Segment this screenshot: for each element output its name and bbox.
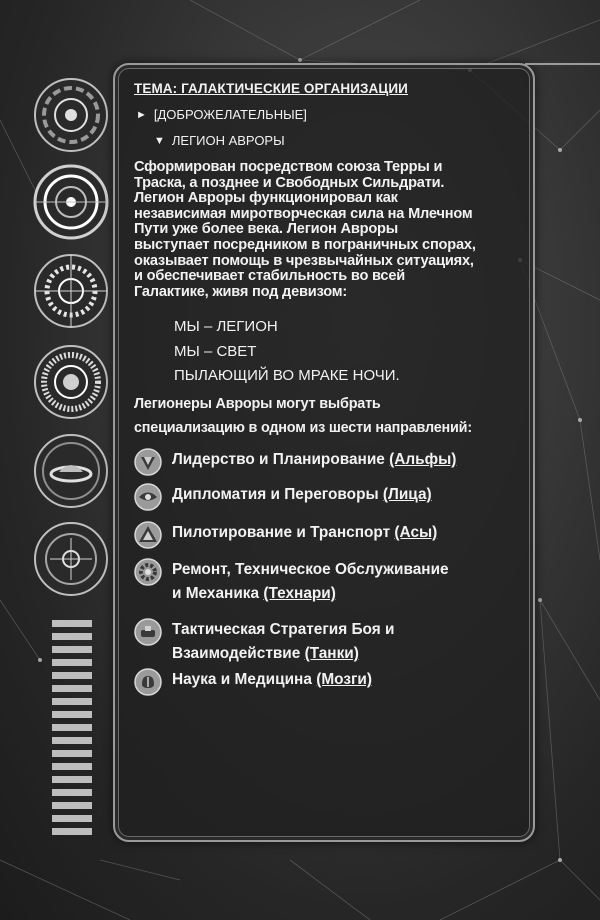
spec-item-face <box>134 483 512 511</box>
face-emblem-icon <box>134 483 162 511</box>
collapsed-arrow-icon: ► <box>136 108 147 121</box>
description-line: Траска, а позднее и Свободных Сильдрати. <box>134 174 445 191</box>
tree-node-category[interactable] <box>136 107 307 122</box>
spec-item-ace <box>134 521 512 549</box>
spec-nickname: (Мозги) <box>316 671 372 688</box>
spec-nickname: (Альфы) <box>389 451 457 468</box>
ace-emblem-icon <box>134 521 162 549</box>
spec-nickname: (Технари) <box>263 585 336 602</box>
description-line: Сформирован посредством союза Терры и <box>134 159 443 175</box>
description-line: выступает посредником в пограничных спорах, <box>134 236 476 253</box>
spec-nickname: (Асы) <box>394 524 438 541</box>
spec-item-tank <box>134 618 512 666</box>
panel-notch <box>525 63 600 87</box>
description-line: независимая миротворческая сила на Млечном <box>134 205 473 222</box>
hud-scanner-icon <box>32 343 110 421</box>
spec-label: Взаимодействие <box>172 645 305 662</box>
brain-emblem-icon <box>134 668 162 696</box>
spec-label: и Механика <box>172 585 264 602</box>
hud-sidebar <box>0 0 120 920</box>
topic-title: ТЕМА: ГАЛАКТИЧЕСКИЕ ОРГАНИЗАЦИИ <box>134 81 408 96</box>
spec-item-alpha <box>134 448 512 476</box>
expanded-arrow-icon: ▼ <box>154 134 165 147</box>
topic-heading <box>134 80 408 98</box>
spec-item-brain <box>134 668 512 696</box>
description-line: Пути уже более века. Легион Авроры <box>134 221 399 238</box>
tank-emblem-icon <box>134 618 162 646</box>
intro-line: специализацию в одном из шести направлений: <box>134 420 472 436</box>
intro-line: Легионеры Авроры могут выбрать <box>134 396 381 412</box>
description-line: оказывает помощь в чрезвычайных ситуациях, <box>134 252 474 269</box>
hud-compass-icon <box>32 520 110 598</box>
spec-label: Ремонт, Техническое Обслуживание <box>172 561 449 578</box>
spec-label: Дипломатия и Переговоры <box>172 486 383 503</box>
entry-label: ЛЕГИОН АВРОРЫ <box>171 133 285 148</box>
spec-nickname: (Лица) <box>382 486 432 503</box>
alpha-emblem-icon <box>134 448 162 476</box>
spec-label: Наука и Медицина <box>172 671 317 688</box>
motto-line: МЫ – ЛЕГИОН <box>174 318 278 335</box>
hud-radar-icon <box>32 163 110 241</box>
motto-line: ПЫЛАЮЩИЙ ВО МРАКЕ НОЧИ. <box>174 367 400 384</box>
description-line: Галактике, живя под девизом: <box>134 283 348 300</box>
description-line: и обеспечивает стабильность во всей <box>134 268 406 285</box>
hud-target-icon <box>32 76 110 154</box>
spec-label: Пилотирование и Транспорт <box>172 524 395 541</box>
spec-label: Лидерство и Планирование <box>172 451 390 468</box>
spec-item-tech <box>134 558 512 606</box>
tech-emblem-icon <box>134 558 162 586</box>
description-line: Легион Авроры функционировал как <box>134 190 398 207</box>
tree-node-entry[interactable] <box>154 133 285 148</box>
hud-crosshair-icon <box>32 252 110 330</box>
description-paragraph <box>134 160 476 300</box>
category-label: [ДОБРОЖЕЛАТЕЛЬНЫЕ] <box>153 107 307 122</box>
hud-ship-icon <box>32 432 110 510</box>
spec-nickname: (Танки) <box>304 645 359 662</box>
spec-label: Тактическая Стратегия Боя и <box>172 621 395 638</box>
motto-line: МЫ – СВЕТ <box>174 343 257 360</box>
hud-stripes <box>52 620 92 835</box>
